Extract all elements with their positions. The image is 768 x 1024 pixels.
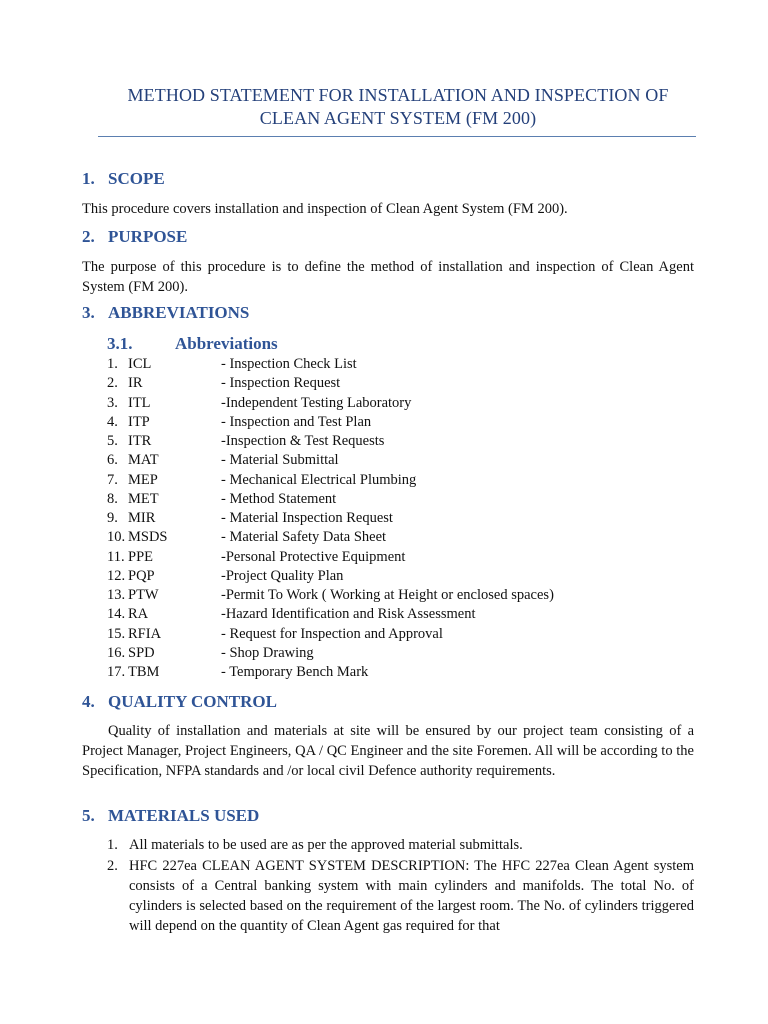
abbreviation-description: - Material Inspection Request [221,510,393,526]
abbreviation-number: 7. [107,471,118,488]
section-heading-abbreviations [82,302,249,324]
abbreviation-code: IR [128,375,143,392]
section-heading-scope [82,168,165,190]
abbreviation-number: 9. [107,510,118,526]
subsection-title: Abbreviations [175,334,278,353]
abbreviation-code: RA [128,606,149,623]
abbreviation-code: MAT [128,452,159,469]
document-title [80,84,716,130]
abbreviation-number: 4. [107,413,118,430]
abbreviation-number: 3. [107,394,118,411]
abbreviation-description: - Material Submittal [221,452,339,469]
section-number: 5. [82,806,95,825]
section-title: PURPOSE [108,227,188,246]
abbreviation-number: 15. [107,625,126,642]
abbreviation-list [107,355,667,682]
abbreviation-number: 14. [107,606,126,623]
abbreviation-number: 16. [107,644,126,661]
section-title: MATERIALS USED [108,806,260,825]
title-divider [98,136,696,137]
section-title: QUALITY CONTROL [108,692,277,711]
abbreviation-description: -Inspection & Test Requests [221,433,385,449]
section-heading-quality-control [82,691,277,713]
abbreviation-description: - Material Safety Data Sheet [221,529,387,546]
abbreviation-description: - Shop Drawing [221,644,314,661]
abbreviation-item [107,586,667,605]
abbreviation-code: SPD [128,644,155,661]
materials-item-text: HFC 227ea CLEAN AGENT SYSTEM DESCRIPTION: The HFC 227ea Clean Agent system consists of a Central banking system with main cylinders and manifolds. The total No. of cylinders is selected based on the requirement of the largest room. The No. of cylinders triggered will depend on the quantity of Clean Agent gas required for that [129,858,694,934]
section-number: 1. [82,169,95,188]
abbreviation-number: 17. [107,664,126,680]
abbreviation-item [107,567,667,586]
abbreviation-item [107,509,667,528]
materials-list [107,835,694,937]
abbreviation-item [107,528,667,547]
title-line-1: METHOD STATEMENT FOR INSTALLATION AND INSPECTION OF [127,85,669,105]
abbreviation-code: MSDS [128,529,168,546]
abbreviation-item [107,374,667,393]
materials-item [107,856,694,936]
section-title: ABBREVIATIONS [108,303,250,322]
abbreviation-item [107,432,667,451]
materials-item-number: 2. [107,858,118,874]
abbreviation-description: -Hazard Identification and Risk Assessment [221,606,476,623]
abbreviation-description: - Inspection Request [221,375,341,392]
abbreviation-number: 8. [107,490,118,507]
section-number: 3. [82,303,95,322]
abbreviation-number: 12. [107,567,126,584]
abbreviation-description: - Request for Inspection and Approval [221,625,443,642]
abbreviation-number: 2. [107,375,118,392]
abbreviation-item [107,413,667,432]
abbreviation-item [107,471,667,490]
scope-text: This procedure covers installation and inspection of Clean Agent System (FM 200). [82,201,568,217]
abbreviation-number: 5. [107,433,118,449]
abbreviation-code: ICL [128,356,152,372]
abbreviation-code: ITR [128,433,152,449]
materials-item [107,835,694,855]
abbreviation-description: - Method Statement [221,490,337,507]
abbreviation-description: -Personal Protective Equipment [221,548,406,565]
materials-item-number: 1. [107,837,118,853]
abbreviation-item [107,605,667,624]
abbreviation-description: - Inspection and Test Plan [221,413,372,430]
abbreviation-number: 13. [107,587,126,603]
abbreviation-item [107,625,667,644]
abbreviation-description: -Project Quality Plan [221,567,344,584]
purpose-text: The purpose of this procedure is to define the method of installation and inspection of Clean Agent System (FM 200). [82,259,694,295]
abbreviation-number: 1. [107,356,118,372]
abbreviation-item [107,663,667,682]
abbreviation-code: PQP [128,567,155,584]
title-line-2: CLEAN AGENT SYSTEM (FM 200) [259,108,537,128]
section-title: SCOPE [108,169,165,188]
quality-control-text: Quality of installation and materials at site will be ensured by our project team consisting of a Project Manager, Project Engineers, QA / QC Engineer and the site Foremen. All will be according to the Specification, NFPA standards and /or local civil Defence authority requirements. [82,723,694,779]
abbreviation-number: 10. [107,529,126,546]
abbreviation-code: MET [128,490,159,507]
abbreviation-item [107,451,667,470]
abbreviation-code: PTW [128,587,159,603]
materials-item-text: All materials to be used are as per the approved material submittals. [129,837,523,853]
abbreviation-description: - Temporary Bench Mark [221,664,369,680]
abbreviation-code: MEP [128,471,158,488]
abbreviation-item [107,548,667,567]
abbreviation-item [107,394,667,413]
abbreviation-code: RFIA [128,625,162,642]
subsection-heading-abbreviations [107,333,278,355]
abbreviation-code: MIR [128,510,156,526]
abbreviation-description: - Mechanical Electrical Plumbing [221,471,417,488]
abbreviation-number: 11. [107,548,125,565]
section-number: 2. [82,227,95,246]
section-number: 4. [82,692,95,711]
abbreviation-description: - Inspection Check List [221,356,357,372]
abbreviation-code: ITL [128,394,151,411]
abbreviation-description: -Permit To Work ( Working at Height or enclosed spaces) [221,587,554,603]
abbreviation-item [107,644,667,663]
abbreviation-code: PPE [128,548,153,565]
abbreviation-description: -Independent Testing Laboratory [221,394,412,411]
abbreviation-code: TBM [128,664,160,680]
abbreviation-number: 6. [107,452,118,469]
section-heading-materials-used [82,805,259,827]
abbreviation-item [107,355,667,374]
subsection-number: 3.1. [107,334,133,353]
abbreviation-item [107,490,667,509]
abbreviation-code: ITP [128,413,150,430]
section-heading-purpose [82,226,187,248]
